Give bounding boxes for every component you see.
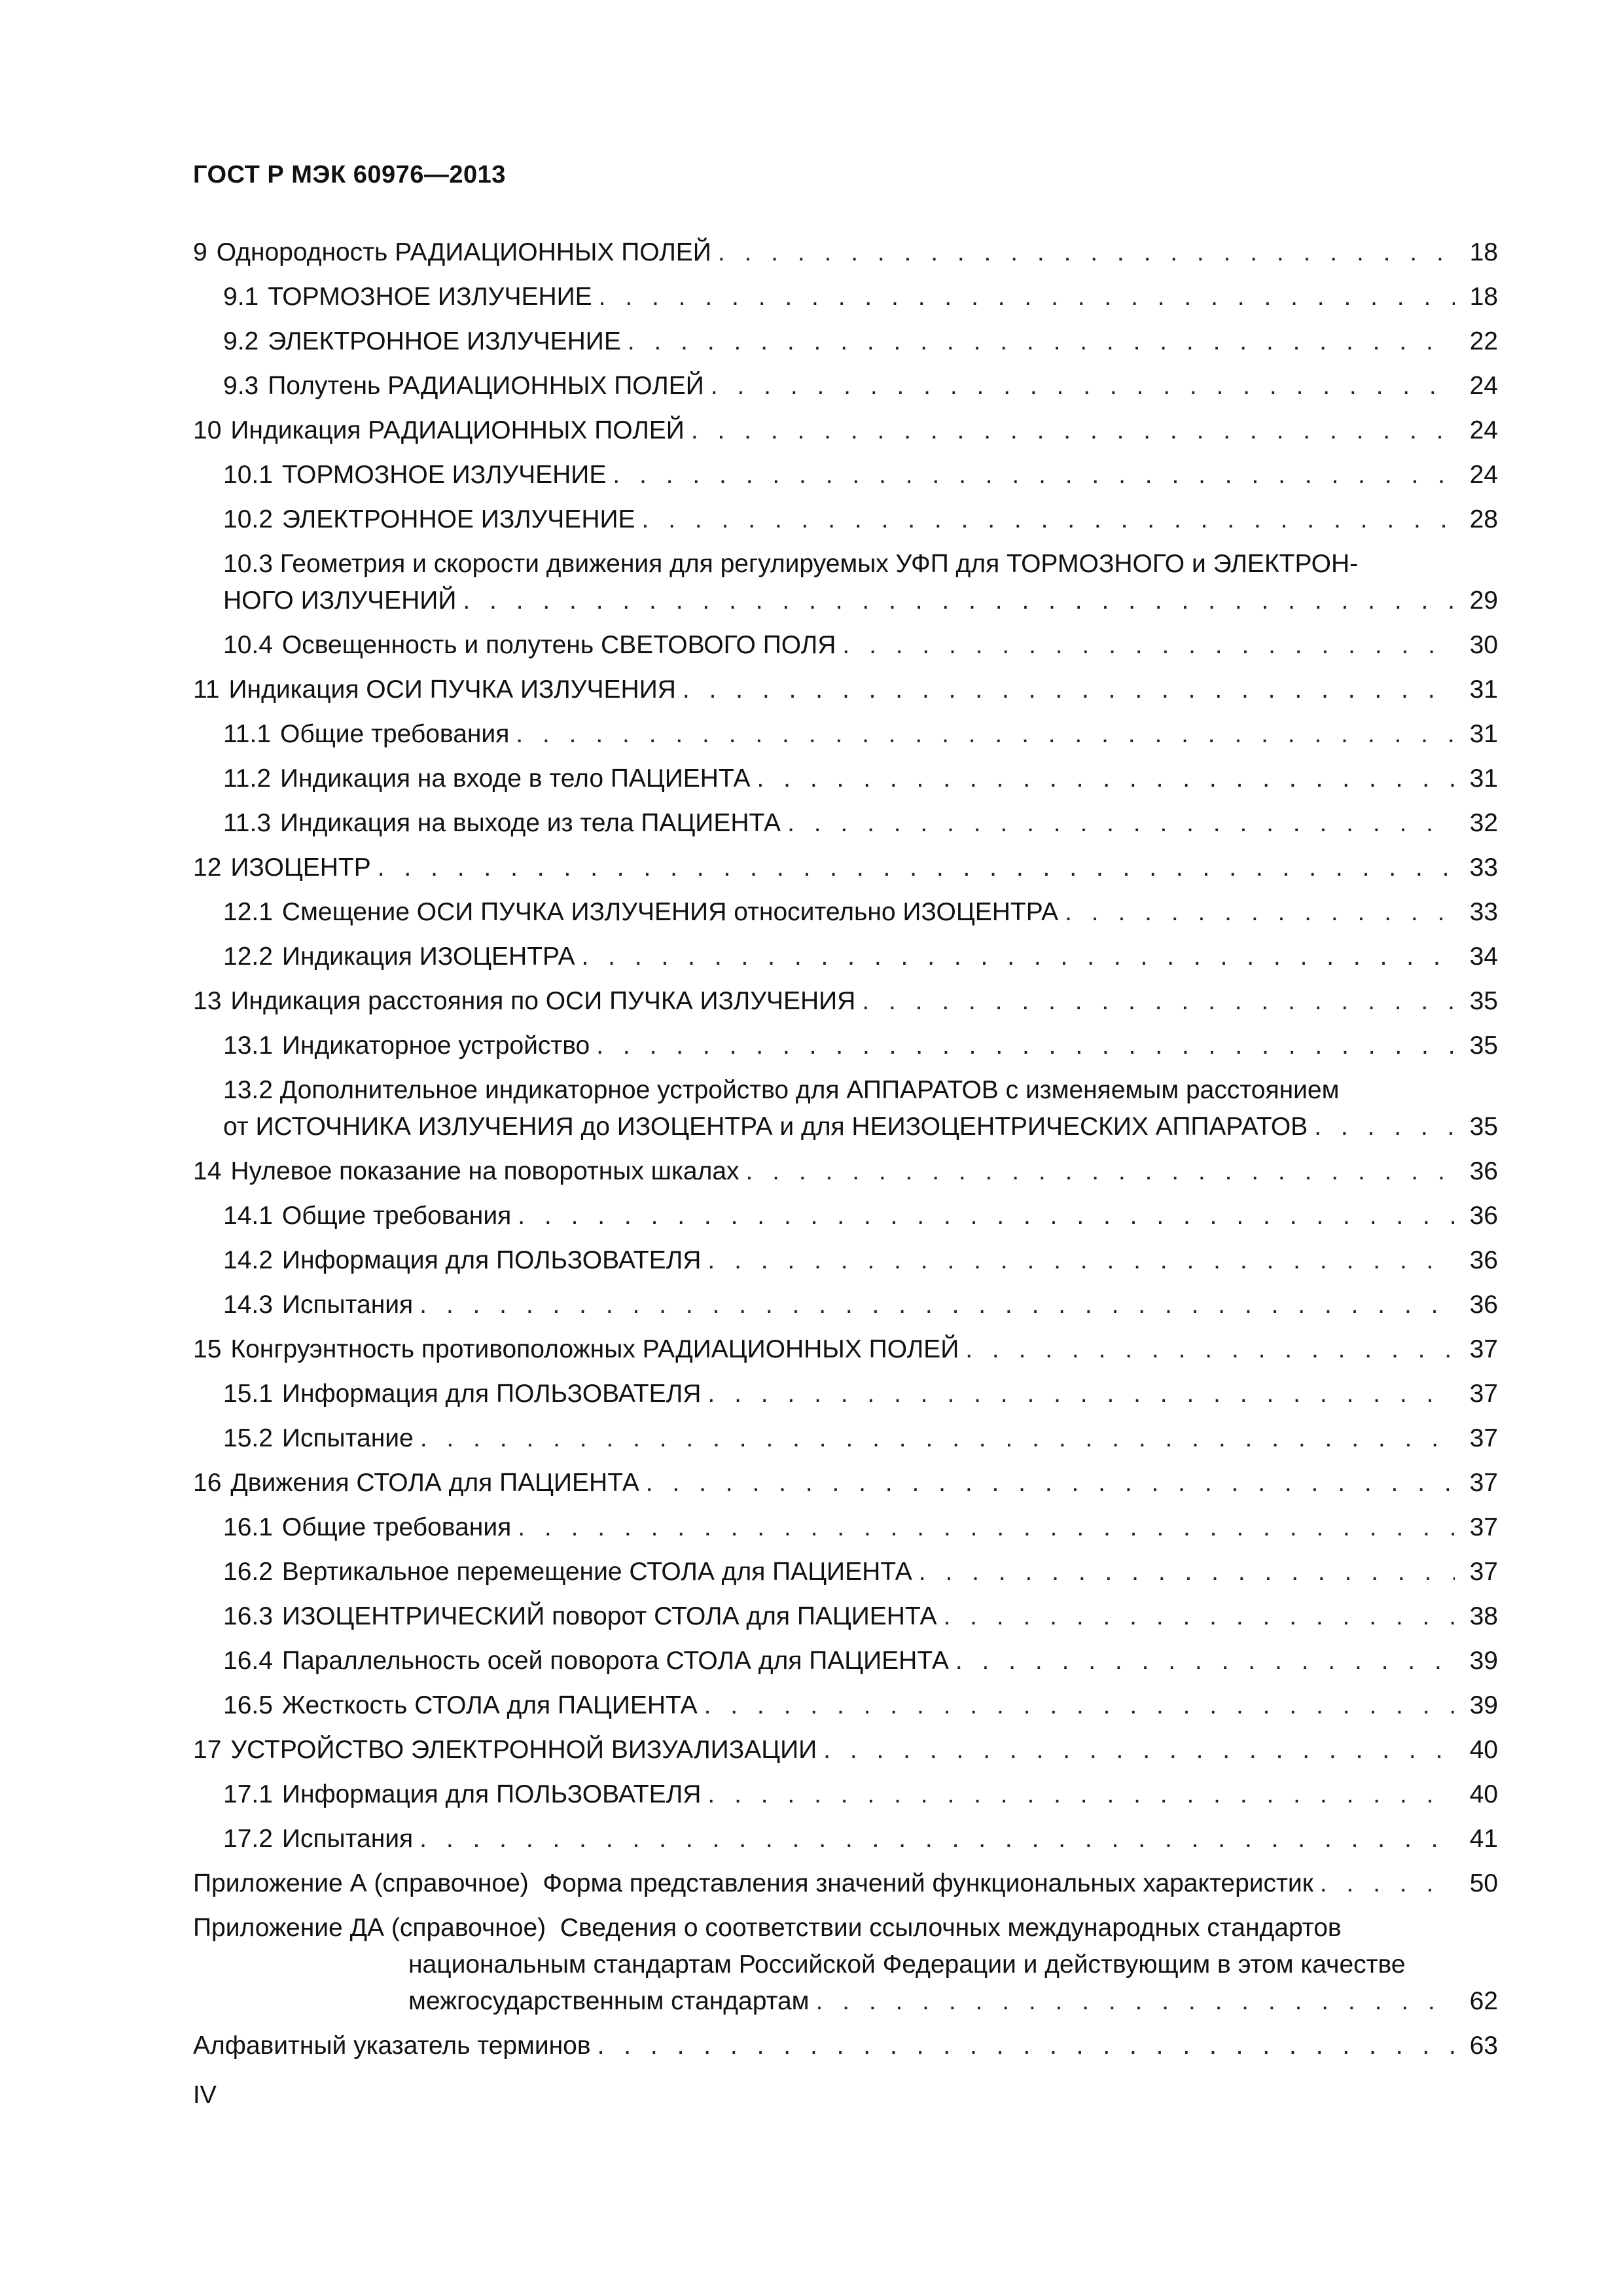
dot-leader	[628, 319, 1455, 364]
entry-title-line: межгосударственным стандартам	[408, 1987, 810, 2015]
dot-leader	[581, 935, 1455, 979]
entry-number: 16	[193, 1469, 222, 1497]
entry-page: 35	[1469, 1031, 1498, 1060]
dot-leader	[646, 1461, 1455, 1505]
toc-entry-index[interactable]	[193, 2024, 1498, 2068]
entry-page: 24	[1469, 416, 1498, 444]
toc-entry-17-2[interactable]	[193, 1817, 1498, 1861]
entry-title: ТОРМОЗНОЕ ИЗЛУЧЕНИЕ	[281, 461, 607, 489]
dot-leader	[816, 1983, 1455, 2020]
entry-page: 36	[1469, 1202, 1498, 1230]
dot-leader	[842, 623, 1455, 668]
dot-leader	[757, 757, 1455, 801]
dot-leader	[419, 1817, 1455, 1861]
entry-page: 35	[1469, 987, 1498, 1015]
dot-leader	[599, 275, 1455, 319]
entry-title: Смещение ОСИ ПУЧКА ИЗЛУЧЕНИЯ относительно ИЗОЦЕНТРА	[281, 898, 1059, 926]
entry-number: 11.3	[223, 809, 272, 837]
dot-leader	[596, 1024, 1455, 1068]
entry-title: Движения СТОЛА для ПАЦИЕНТА	[230, 1469, 639, 1497]
entry-number: 14.1	[223, 1202, 273, 1230]
toc-entry-9-3[interactable]	[193, 364, 1498, 408]
toc-entry-10-3[interactable]	[193, 546, 1498, 623]
entry-title: Нулевое показание на поворотных шкалах	[230, 1157, 740, 1185]
dot-leader	[1314, 1109, 1455, 1145]
entry-title-line: национальным стандартам Российской Федерации и действующим в этом качестве	[408, 1950, 1406, 1979]
toc-entry-16-4[interactable]	[193, 1639, 1498, 1683]
entry-page: 33	[1469, 898, 1498, 926]
dot-leader	[613, 453, 1455, 497]
entry-title-line: от ИСТОЧНИКА ИЗЛУЧЕНИЯ до ИЗОЦЕНТРА и для НЕИЗОЦЕНТРИЧЕСКИХ АППАРАТОВ	[223, 1113, 1308, 1141]
entry-number: 9.3	[223, 372, 259, 400]
toc-entry-appendix-a[interactable]	[193, 1861, 1498, 1906]
entry-number: 13	[193, 987, 222, 1015]
entry-title: Приложение А (справочное) Форма представления значений функциональных характеристик	[193, 1869, 1313, 1897]
document-header: ГОСТ Р МЭК 60976—2013	[193, 161, 506, 188]
entry-page: 37	[1469, 1380, 1498, 1408]
entry-number: 13.1	[223, 1031, 273, 1060]
entry-page: 37	[1469, 1424, 1498, 1452]
entry-page: 18	[1469, 238, 1498, 266]
entry-number: 15.1	[223, 1380, 273, 1408]
dot-leader	[518, 1194, 1455, 1238]
entry-title: Испытания	[281, 1825, 414, 1853]
entry-page: 62	[1469, 1987, 1498, 2015]
dot-leader	[955, 1639, 1455, 1683]
dot-leader	[518, 1505, 1455, 1550]
entry-page: 63	[1469, 2032, 1498, 2060]
toc-entry-13-1[interactable]	[193, 1024, 1498, 1068]
entry-title: Полутень РАДИАЦИОННЫХ ПОЛЕЙ	[268, 372, 704, 400]
entry-number: 14.2	[223, 1246, 273, 1274]
entry-number: 16.5	[223, 1691, 273, 1719]
entry-page: 35	[1469, 1113, 1498, 1141]
entry-number: 15.2	[223, 1424, 273, 1452]
entry-page: 31	[1469, 720, 1498, 748]
dot-leader	[1065, 890, 1455, 935]
entry-title-line: 13.2 Дополнительное индикаторное устройство для АППАРАТОВ с изменяемым расстоянием	[223, 1076, 1340, 1104]
entry-page: 41	[1469, 1825, 1498, 1853]
entry-title: Информация для ПОЛЬЗОВАТЕЛЯ	[281, 1780, 702, 1808]
entry-number: 17.2	[223, 1825, 273, 1853]
entry-number: 9.2	[223, 327, 259, 355]
entry-title: Конгруэнтность противоположных РАДИАЦИОННЫХ ПОЛЕЙ	[230, 1335, 959, 1363]
dot-leader	[707, 1238, 1455, 1283]
toc-entry-14[interactable]	[193, 1149, 1498, 1194]
toc-entry-10-4[interactable]	[193, 623, 1498, 668]
toc-entry-11-1[interactable]	[193, 712, 1498, 757]
entry-page: 36	[1469, 1157, 1498, 1185]
entry-title-line: Приложение ДА (справочное) Сведения о соответствии ссылочных международных стандартов	[193, 1914, 1342, 1942]
toc-entry-12-2[interactable]	[193, 935, 1498, 979]
entry-page: 24	[1469, 372, 1498, 400]
entry-page: 40	[1469, 1736, 1498, 1764]
toc-entry-9[interactable]	[193, 230, 1498, 275]
entry-page: 37	[1469, 1513, 1498, 1541]
entry-number: 10	[193, 416, 222, 444]
dot-leader	[707, 1772, 1455, 1817]
entry-page: 28	[1469, 505, 1498, 533]
toc-entry-15[interactable]	[193, 1327, 1498, 1372]
dot-leader	[516, 712, 1455, 757]
entry-title: ЭЛЕКТРОННОЕ ИЗЛУЧЕНИЕ	[268, 327, 621, 355]
entry-number: 11.1	[223, 720, 272, 748]
entry-page: 50	[1469, 1869, 1498, 1897]
entry-page: 39	[1469, 1647, 1498, 1675]
entry-number: 12.1	[223, 898, 273, 926]
dot-leader	[463, 583, 1455, 619]
toc-entry-12-1[interactable]	[193, 890, 1498, 935]
entry-title: Индикация на входе в тело ПАЦИЕНТА	[280, 764, 751, 793]
dot-leader	[787, 801, 1455, 846]
toc-entry-13[interactable]	[193, 979, 1498, 1024]
entry-number: 12	[193, 853, 222, 882]
entry-page: 39	[1469, 1691, 1498, 1719]
toc-entry-10-2[interactable]	[193, 497, 1498, 542]
toc-entry-14-3[interactable]	[193, 1283, 1498, 1327]
toc-entry-14-1[interactable]	[193, 1194, 1498, 1238]
dot-leader	[420, 1416, 1455, 1461]
dot-leader	[597, 2024, 1455, 2068]
entry-title: Освещенность и полутень СВЕТОВОГО ПОЛЯ	[281, 631, 836, 659]
dot-leader	[642, 497, 1455, 542]
toc-entry-13-2[interactable]	[193, 1072, 1498, 1149]
dot-leader	[683, 668, 1455, 712]
table-of-contents	[193, 230, 1498, 2068]
entry-title: Индикация ИЗОЦЕНТРА	[281, 942, 575, 971]
toc-entry-appendix-da[interactable]	[193, 1910, 1498, 2024]
entry-number: 11	[193, 675, 220, 704]
entry-page: 33	[1469, 853, 1498, 882]
entry-page: 37	[1469, 1469, 1498, 1497]
entry-number: 10.2	[223, 505, 273, 533]
dot-leader	[704, 1683, 1455, 1728]
toc-entry-17[interactable]	[193, 1728, 1498, 1772]
dot-leader	[862, 979, 1455, 1024]
entry-title: Индикация РАДИАЦИОННЫХ ПОЛЕЙ	[230, 416, 685, 444]
toc-entry-9-2[interactable]	[193, 319, 1498, 364]
entry-page: 24	[1469, 461, 1498, 489]
entry-page: 31	[1469, 675, 1498, 704]
entry-title: Общие требования	[281, 1513, 512, 1541]
toc-entry-12[interactable]	[193, 846, 1498, 890]
entry-page: 37	[1469, 1558, 1498, 1586]
dot-leader	[919, 1550, 1455, 1594]
entry-title: ТОРМОЗНОЕ ИЗЛУЧЕНИЕ	[268, 283, 592, 311]
entry-title: Общие требования	[280, 720, 510, 748]
entry-number: 16.3	[223, 1602, 273, 1630]
entry-page: 40	[1469, 1780, 1498, 1808]
entry-title: Однородность РАДИАЦИОННЫХ ПОЛЕЙ	[216, 238, 711, 266]
entry-title: Информация для ПОЛЬЗОВАТЕЛЯ	[281, 1246, 702, 1274]
dot-leader	[419, 1283, 1455, 1327]
toc-entry-16[interactable]	[193, 1461, 1498, 1505]
entry-title: Индикация ОСИ ПУЧКА ИЗЛУЧЕНИЯ	[228, 675, 676, 704]
entry-title: Индикация расстояния по ОСИ ПУЧКА ИЗЛУЧЕНИЯ	[230, 987, 856, 1015]
dot-leader	[707, 1372, 1455, 1416]
dot-leader	[965, 1327, 1455, 1372]
entry-page: 38	[1469, 1602, 1498, 1630]
entry-title: Общие требования	[281, 1202, 512, 1230]
entry-title: ИЗОЦЕНТРИЧЕСКИЙ поворот СТОЛА для ПАЦИЕНТА	[281, 1602, 937, 1630]
entry-number: 16.1	[223, 1513, 273, 1541]
entry-title: Индикация на выходе из тела ПАЦИЕНТА	[280, 809, 781, 837]
entry-page: 36	[1469, 1291, 1498, 1319]
entry-number: 10.1	[223, 461, 273, 489]
toc-entry-16-3[interactable]	[193, 1594, 1498, 1639]
dot-leader	[823, 1728, 1455, 1772]
entry-title: Испытания	[281, 1291, 414, 1319]
entry-page: 37	[1469, 1335, 1498, 1363]
entry-title-line: 10.3 Геометрия и скорости движения для регулируемых УФП для ТОРМОЗНОГО и ЭЛЕКТРОН-	[223, 550, 1359, 578]
toc-entry-9-1[interactable]	[193, 275, 1498, 319]
entry-title: Жесткость СТОЛА для ПАЦИЕНТА	[281, 1691, 698, 1719]
entry-number: 14.3	[223, 1291, 273, 1319]
toc-entry-17-1[interactable]	[193, 1772, 1498, 1817]
entry-number: 14	[193, 1157, 222, 1185]
entry-number: 16.4	[223, 1647, 273, 1675]
dot-leader	[691, 408, 1455, 453]
entry-title: Вертикальное перемещение СТОЛА для ПАЦИЕНТА	[281, 1558, 912, 1586]
entry-title: Алфавитный указатель терминов	[193, 2032, 591, 2060]
toc-entry-16-2[interactable]	[193, 1550, 1498, 1594]
dot-leader	[711, 364, 1455, 408]
dot-leader	[746, 1149, 1455, 1194]
entry-page: 29	[1469, 586, 1498, 615]
entry-page: 22	[1469, 327, 1498, 355]
entry-number: 12.2	[223, 942, 273, 971]
entry-page: 18	[1469, 283, 1498, 311]
entry-number: 16.2	[223, 1558, 273, 1586]
toc-entry-11-2[interactable]	[193, 757, 1498, 801]
toc-entry-10[interactable]	[193, 408, 1498, 453]
entry-title: Индикаторное устройство	[281, 1031, 590, 1060]
entry-number: 10.4	[223, 631, 273, 659]
entry-page: 36	[1469, 1246, 1498, 1274]
dot-leader	[718, 230, 1455, 275]
entry-page: 30	[1469, 631, 1498, 659]
toc-entry-15-2[interactable]	[193, 1416, 1498, 1461]
entry-number: 9.1	[223, 283, 259, 311]
entry-title: УСТРОЙСТВО ЭЛЕКТРОННОЙ ВИЗУАЛИЗАЦИИ	[230, 1736, 817, 1764]
entry-title: Параллельность осей поворота СТОЛА для ПАЦИЕНТА	[281, 1647, 949, 1675]
entry-title: ИЗОЦЕНТР	[230, 853, 371, 882]
toc-entry-10-1[interactable]	[193, 453, 1498, 497]
entry-page: 32	[1469, 809, 1498, 837]
page-number: IV	[193, 2081, 217, 2109]
entry-number: 15	[193, 1335, 222, 1363]
entry-title: Информация для ПОЛЬЗОВАТЕЛЯ	[281, 1380, 702, 1408]
dot-leader	[1320, 1861, 1455, 1906]
dot-leader	[943, 1594, 1455, 1639]
entry-number: 9	[193, 238, 207, 266]
entry-title: ЭЛЕКТРОННОЕ ИЗЛУЧЕНИЕ	[281, 505, 635, 533]
toc-entry-14-2[interactable]	[193, 1238, 1498, 1283]
entry-number: 17.1	[223, 1780, 273, 1808]
entry-number: 11.2	[223, 764, 272, 793]
entry-page: 31	[1469, 764, 1498, 793]
toc-entry-15-1[interactable]	[193, 1372, 1498, 1416]
entry-title: Испытание	[281, 1424, 414, 1452]
entry-number: 17	[193, 1736, 222, 1764]
entry-title-line: НОГО ИЗЛУЧЕНИЙ	[223, 586, 457, 615]
toc-entry-11[interactable]	[193, 668, 1498, 712]
toc-entry-16-5[interactable]	[193, 1683, 1498, 1728]
entry-page: 34	[1469, 942, 1498, 971]
dot-leader	[378, 846, 1455, 890]
toc-entry-11-3[interactable]	[193, 801, 1498, 846]
toc-entry-16-1[interactable]	[193, 1505, 1498, 1550]
